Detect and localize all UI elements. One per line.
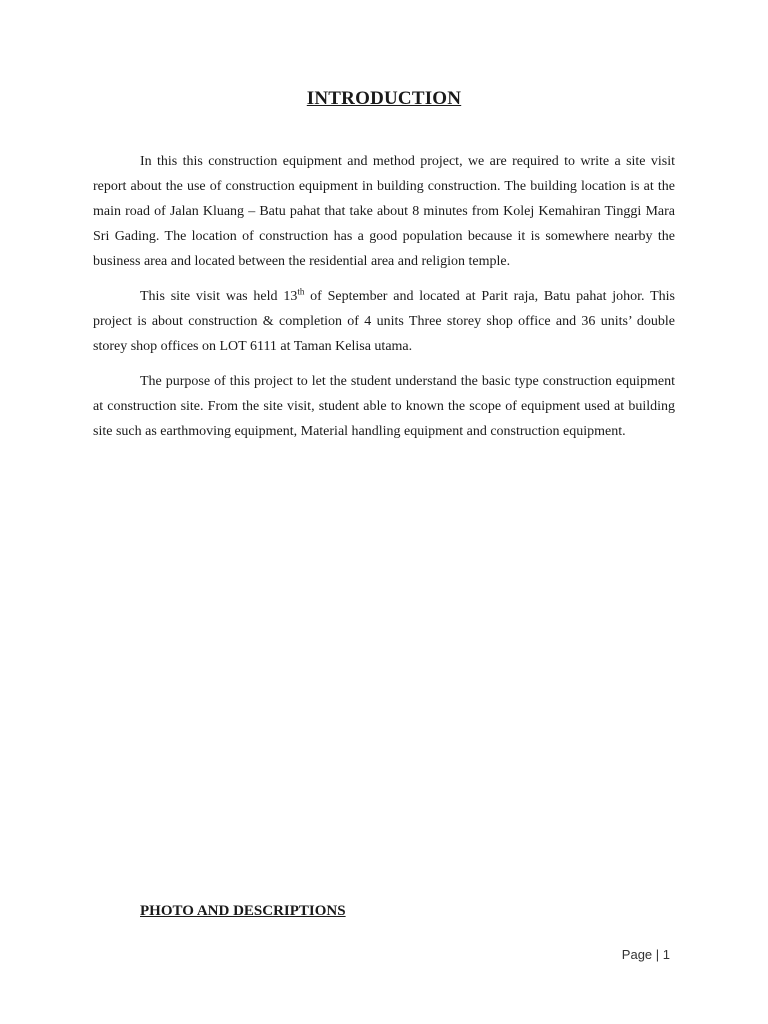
paragraph-purpose: The purpose of this project to let the student understand the basic type construction equipment at construction site. From the site visit, student able to known the scope of equipment used at building site such as earthmoving equipment, Material handling equipment and construction equipment.: [93, 374, 675, 439]
ordinal-suffix: th: [297, 286, 305, 297]
paragraph-site-visit-end: of September and located at Parit raja, Batu pahat johor. This project is about construction & completion of 4 units Three storey shop office and 36 units’ double storey shop offices on LOT 6111 at Taman Kelisa utama.: [93, 289, 675, 354]
page-title: INTRODUCTION: [306, 88, 462, 109]
section-heading: PHOTO AND DESCRIPTIONS: [140, 903, 346, 919]
paragraph-site-visit: [93, 284, 675, 359]
page-number: Page | 1: [621, 947, 670, 962]
paragraph-site-visit-start: This site visit was held 13: [140, 289, 298, 304]
paragraph-intro: In this this construction equipment and method project, we are required to write a site visit report about the use of construction equipment in building construction. The building location is at the main road of Jalan Kluang – Batu pahat that take about 8 minutes from Kolej Kemahiran Tinggi Mara Sri Gading. The location of construction has a good population because it is somewhere nearby the business area and located between the residential area and religion temple.: [93, 154, 675, 269]
body-text: [93, 149, 675, 454]
